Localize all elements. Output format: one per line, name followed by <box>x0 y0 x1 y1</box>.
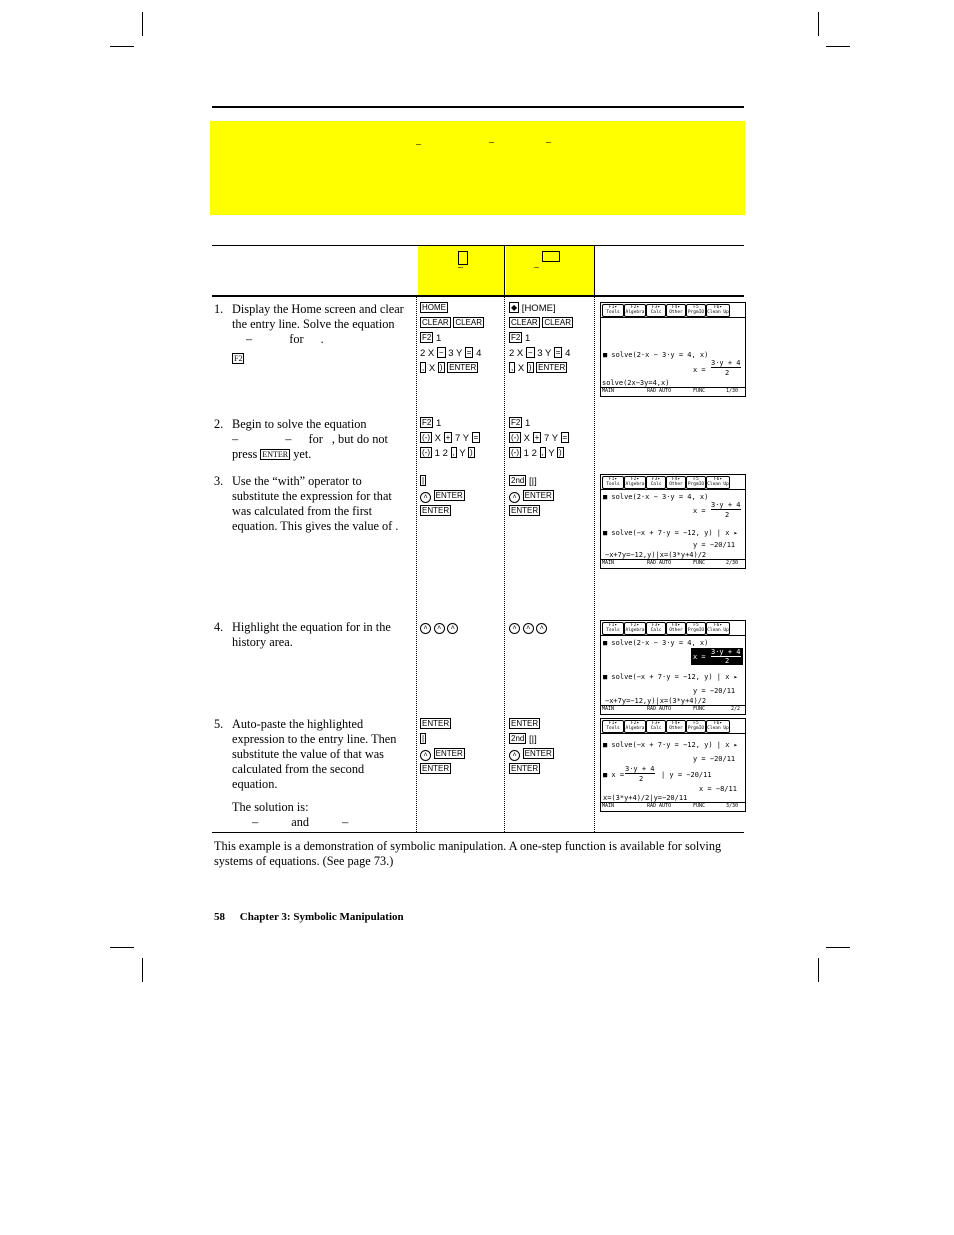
step-5: 5. Auto-paste the highlighted expression to the entry line. Then substitute the value of that was calculated from the second equation. The solution is: – and – <box>214 717 404 833</box>
status-bar: MAIN RAD AUTO FUNC 3/30 <box>601 802 745 811</box>
step-number: 3. <box>214 474 224 488</box>
toolbar-key-f2: F2▾ Algebra <box>625 305 645 315</box>
entry-line: x=(3*y+4)/2|y=−20/11 <box>603 794 688 802</box>
footnote: This example is a demonstration of symbolic manipulation. A one-step function is available for solving systems of equations. (See page 73.) <box>214 839 722 868</box>
home-key: HOME <box>422 303 446 312</box>
paren-key: ) <box>470 448 473 457</box>
crop-mark <box>110 46 134 47</box>
step-text: – <box>246 332 253 346</box>
ti89-keys-step-2: F2 1 (-) X + 7 Y = (-) 1 2 , Y ) <box>422 418 479 459</box>
paren-key: ) <box>559 448 562 457</box>
equals-key: = <box>562 433 568 442</box>
equals-key: = <box>473 433 479 442</box>
step-text: Use the “with” operator to substitute the expression for that was calculated from the first equation. This gives the value of . <box>232 474 399 533</box>
minus-key: − <box>438 348 444 357</box>
toolbar-key-f5: F5 PrgmIO <box>687 305 705 315</box>
highlight-banner <box>210 121 745 215</box>
clear-key: CLEAR <box>422 318 449 327</box>
step-1 <box>214 302 404 392</box>
f2-key: F2 <box>422 418 432 427</box>
voyage-keys-step-5: ENTER 2nd [|] ˄ ENTER ENTER <box>511 719 552 773</box>
step-text: Auto-paste the highlighted expression to the entry line. Then substitute the value of that was calculated from the second equation. <box>232 717 397 791</box>
comma-key: , <box>452 448 455 457</box>
column-divider <box>594 246 595 295</box>
enter-key: ENTER <box>435 749 463 758</box>
status-bar: MAIN RAD AUTO FUNC 2/2 <box>601 705 745 714</box>
clear-key: CLEAR <box>544 318 572 327</box>
step-2: 2. Begin to solve the equation – – for , but do not press ENTER yet. <box>214 417 388 461</box>
step-number: 4. <box>214 620 224 634</box>
toolbar: F1▾ Tools F2▾ Algebra F3▾ Calc F4▾ Other F5 PrgmIO F6▾ Clean Up <box>601 719 745 734</box>
banner-dash: – <box>416 139 421 150</box>
f2-key: F2 <box>511 333 521 342</box>
step-number: 1. <box>214 302 224 316</box>
calculator-screen-1: F1▾ Tools F2▾ Algebra F3▾ Calc F4▾ Other F5 PrgmIO F6▾ Clean Up ■ solve(2·x − 3·y = 4, x) x = 3·y + 4 2 solve(2x−3y=4,x) MAIN RAD AUTO FUNC 1/30 <box>600 302 746 397</box>
up-arrow-icon: ˄ <box>420 492 431 503</box>
top-rule <box>212 106 744 108</box>
ti89-keys-step-4 <box>420 620 458 635</box>
ti89-keys-step-3 <box>420 474 465 519</box>
second-key: 2nd <box>511 476 525 485</box>
toolbar-key-f4: F4▾ Other <box>666 304 686 317</box>
enter-key: ENTER <box>422 506 450 515</box>
paren-key: ) <box>528 363 532 372</box>
page-footer <box>214 911 404 923</box>
f2-key: F2 <box>234 354 243 363</box>
up-arrow-icon: ˄ <box>434 623 445 634</box>
table-bottom-rule <box>212 832 744 833</box>
step-text: Highlight the equation for in the history area. <box>232 620 391 649</box>
up-arrow-icon: ˄ <box>523 623 534 634</box>
diamond-key: ◆ <box>511 303 518 312</box>
column-divider <box>504 297 505 832</box>
toolbar-key-f1: F1▾ Tools <box>602 304 624 317</box>
comma-key: , <box>422 363 425 372</box>
status-bar: MAIN RAD AUTO FUNC 2/30 <box>601 559 745 568</box>
enter-key: ENTER <box>511 506 539 515</box>
entry-line: −x+7y=−12,y)|x=(3*y+4)/2 <box>605 697 707 705</box>
step-3 <box>214 474 404 554</box>
status-bar: MAIN RAD AUTO FUNC 1/30 <box>601 387 745 396</box>
page-number: 58 <box>214 911 225 923</box>
voyage-keys-step-3: 2nd [|] ˄ ENTER ENTER <box>511 476 552 515</box>
equals-key: = <box>466 348 472 357</box>
header-bottom-rule <box>212 295 744 297</box>
entry-line: solve(2x−3y=4,x) <box>602 379 670 387</box>
enter-key: ENTER <box>422 719 450 728</box>
f2-key: F2 <box>511 418 521 427</box>
voyage-calculator-icon <box>542 251 560 262</box>
step-text: Display the Home screen and clear the entry line. Solve the equation <box>232 302 404 331</box>
up-arrow-icon: ˄ <box>420 750 431 761</box>
crop-mark <box>818 12 819 36</box>
enter-key: ENTER <box>538 363 566 372</box>
comma-key: , <box>511 363 514 372</box>
toolbar-key-f3: F3▾ Calc <box>646 304 666 317</box>
with-key: | <box>422 734 425 743</box>
crop-mark <box>826 947 850 948</box>
toolbar <box>601 303 745 318</box>
up-arrow-icon: ˄ <box>420 623 431 634</box>
step-number: 2. <box>214 417 224 431</box>
plus-key: + <box>534 433 540 442</box>
step-text: for <box>289 332 304 346</box>
crop-mark <box>818 958 819 982</box>
enter-key: ENTER <box>449 363 477 372</box>
enter-key: ENTER <box>422 764 450 773</box>
col-dash: – <box>458 262 463 273</box>
calculator-screen-3: F1▾ Tools F2▾ Algebra F3▾ Calc F4▾ Other F5 PrgmIO F6▾ Clean Up ■ solve(2·x − 3·y = 4, x) x = 3·y + 4 2 ■ solve(−x + 7·y = −12, y) | x ▸ y = −20/11 −x+7y=−12,y)|x=(3*y+4)/2 MAIN RAD AUTO FUNC 2/30 <box>600 474 746 569</box>
negate-key: (-) <box>511 448 519 457</box>
up-arrow-icon: ˄ <box>509 750 520 761</box>
chapter-title: Chapter 3: Symbolic Manipulation <box>239 911 404 923</box>
minus-key: − <box>527 348 533 357</box>
voyage-column-header <box>506 246 594 295</box>
column-divider <box>416 297 417 832</box>
column-divider <box>594 297 595 832</box>
crop-mark <box>142 958 143 982</box>
enter-key: ENTER <box>524 749 552 758</box>
ti89-keys-step-5 <box>420 717 465 777</box>
col-dash: – <box>534 262 539 273</box>
clear-key: CLEAR <box>511 318 538 327</box>
history-entry: ■ solve(2·x − 3·y = 4, x) <box>603 351 709 359</box>
toolbar: F1▾ Tools F2▾ Algebra F3▾ Calc F4▾ Other F5 PrgmIO F6▾ Clean Up <box>601 621 745 636</box>
banner-dash: – <box>489 137 494 148</box>
toolbar: F1▾ Tools F2▾ Algebra F3▾ Calc F4▾ Other F5 PrgmIO F6▾ Clean Up <box>601 475 745 490</box>
solution-label: The solution is: <box>232 800 309 814</box>
voyage-keys-step-1: ◆ [HOME] CLEAR CLEAR F2 1 2 X − 3 Y = 4 , X ) ENTER <box>509 303 572 374</box>
enter-key: ENTER <box>262 450 289 459</box>
with-key: | <box>422 476 425 485</box>
step-text: . <box>320 332 324 346</box>
negate-key: (-) <box>422 433 430 442</box>
paren-key: ) <box>439 363 443 372</box>
up-arrow-icon: ˄ <box>509 623 520 634</box>
calculator-screen-4: F1▾ Tools F2▾ Algebra F3▾ Calc F4▾ Other F5 PrgmIO F6▾ Clean Up ■ solve(2·x − 3·y = 4, x) x = 3·y + 4 2 ■ solve(−x + 7·y = −12, y) | x ▸ y = −20/11 −x+7y=−12,y)|x=(3*y+4)/2 MAIN RAD AUTO FUNC 2/2 <box>600 620 746 715</box>
crop-mark <box>110 947 134 948</box>
calculator-screen-5: F1▾ Tools F2▾ Algebra F3▾ Calc F4▾ Other F5 PrgmIO F6▾ Clean Up ■ solve(−x + 7·y = −12, y) | x ▸ y = −20/11 ■ x = 3·y + 4 2 | y = −20/11 x = −8/11 x=(3*y+4)/2|y=−20/11 MAIN RAD AUTO FUNC 3/30 <box>600 718 746 812</box>
f2-key: F2 <box>422 333 432 342</box>
step-4 <box>214 620 404 652</box>
enter-key: ENTER <box>511 764 539 773</box>
step-number: 5. <box>214 717 224 731</box>
comma-key: , <box>541 448 544 457</box>
negate-key: (-) <box>511 433 519 442</box>
voyage-keys-step-2: F2 1 (-) X + 7 Y = (-) 1 2 , Y ) <box>511 418 568 459</box>
ti89-column-header <box>418 246 504 295</box>
ti89-keys-step-1: HOME CLEAR CLEAR F2 1 2 X − 3 Y = 4 , X ) ENTER <box>420 303 483 374</box>
plus-key: + <box>445 433 451 442</box>
up-arrow-icon: ˄ <box>447 623 458 634</box>
crop-mark <box>826 46 850 47</box>
column-divider <box>504 246 505 295</box>
entry-line: −x+7y=−12,y)|x=(3*y+4)/2 <box>605 551 707 559</box>
second-key: 2nd <box>511 734 525 743</box>
crop-mark <box>142 12 143 36</box>
enter-key: ENTER <box>435 491 463 500</box>
enter-key: ENTER <box>511 719 539 728</box>
equals-key: = <box>555 348 561 357</box>
clear-key: CLEAR <box>455 318 483 327</box>
up-arrow-icon: ˄ <box>509 492 520 503</box>
negate-key: (-) <box>422 448 430 457</box>
enter-key: ENTER <box>524 491 552 500</box>
voyage-keys-step-4 <box>509 620 547 635</box>
toolbar-key-f6: F6▾ Clean Up <box>707 305 729 315</box>
up-arrow-icon: ˄ <box>536 623 547 634</box>
banner-dash: – <box>546 137 551 148</box>
